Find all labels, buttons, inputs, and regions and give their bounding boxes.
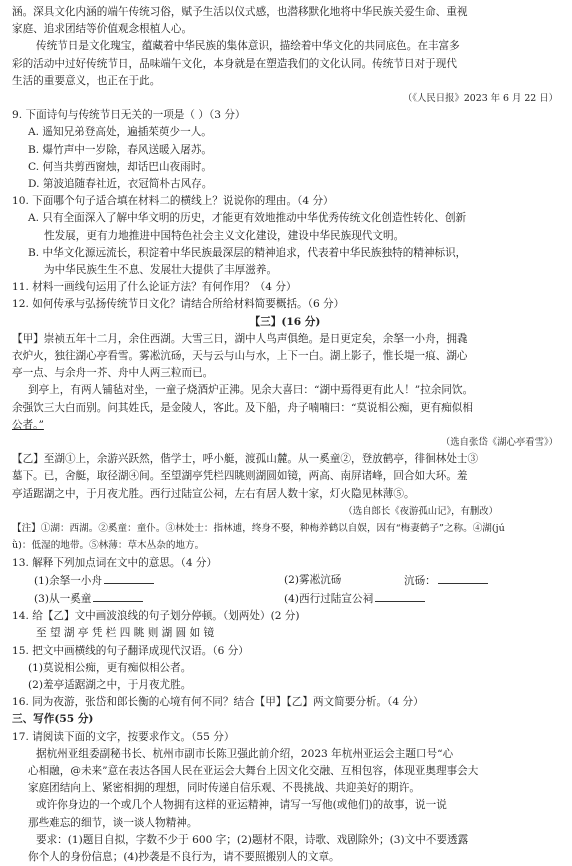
- passage-line: 家庭、追求团结等价值观念根植人心。: [12, 23, 193, 36]
- question-15: 15. 把文中画横线的句子翻译成现代汉语。（6 分）: [12, 644, 249, 657]
- writing-requirements: 你个人的身份信息；(4)抄袭是不良行为，请不要照搬别人的文章。: [28, 850, 340, 863]
- option-b: B. 爆竹声中一岁除，春风送暖入屠苏。: [28, 143, 213, 156]
- question-9: 9. 下面诗句与传统节日无关的一项是（ ）（3 分）: [12, 109, 246, 122]
- classical-text-jia: 到亭上，有两人铺毡对坐，一童子烧酒炉正沸。见余大喜曰：“湖中焉得更有此人！”拉余同饮。: [28, 384, 474, 397]
- writing-material: 心相融，@未来”意在表达各国人民在亚运会大舞台上因文化交融、互相包容，体现亚奥理事会大: [28, 764, 479, 777]
- question-13: 13. 解释下列加点词在文中的意思。（4 分）: [12, 556, 218, 569]
- section-heading: 【三】(16 分): [249, 315, 321, 328]
- q13-item: (2)雾凇沆砀: [284, 573, 342, 586]
- classical-text-jia: 余强饮三大白而别。问其姓氏，是金陵人，客此。及下船，舟子喃喃曰：“莫说相公痴，更有痴似相: [12, 401, 473, 414]
- q13-item: (1)余拏一小舟: [34, 572, 284, 590]
- answer-blank[interactable]: [93, 590, 143, 602]
- answer-blank[interactable]: [438, 572, 488, 584]
- writing-material: 据杭州亚组委副秘书长、杭州市副市长陈卫强此前介绍，2023 年杭州亚运会主题口号“心: [36, 747, 454, 760]
- source-citation: （选自张岱《湖心亭看雪》）: [440, 437, 558, 449]
- option-a: A. 只有全面深入了解中华文明的历史，才能更有效地推动中华优秀传统文化创造性转化、创新: [28, 212, 467, 225]
- classical-text-jia: 衣炉火，独往湖心亭看雪。雾凇沆砀，天与云与山与水，上下一白。湖上影子，惟长堤一痕、湖心: [12, 350, 468, 363]
- question-17: 17. 请阅读下面的文字，按要求作文。（55 分）: [12, 730, 235, 743]
- source-citation: （选自郎长《夜游孤山记》，有删改）: [343, 505, 498, 517]
- question-14: 14. 给【乙】文中画波浪线的句子划分停顿。（划两处）(2 分): [12, 610, 300, 623]
- answer-blank[interactable]: [104, 572, 154, 584]
- answer-blank[interactable]: [375, 590, 425, 602]
- option-d: D. 第波追随春社近，衣冠简朴古风存。: [28, 178, 213, 191]
- section-heading: 三、写作(55 分): [12, 713, 94, 726]
- passage-line: 彩的活动中过好传统节日，品味端午文化，本身就是在塑造我们的文化认同。传统节日对于现代: [12, 57, 457, 70]
- option-b-cont: 为中华民族生生不息、发展壮大提供了丰厚滋养。: [44, 264, 278, 277]
- q13-item: (3)从一奚童: [34, 590, 284, 608]
- classical-text-jia: 公者。”: [12, 418, 44, 431]
- passage-line: 生活的重要意义，也正在于此。: [12, 74, 161, 87]
- question-12: 12. 如何传承与弘扬传统节日文化？请结合所给材料简要概括。（6 分）: [12, 298, 345, 311]
- q15-item: (2)羞亭适踞湖之中，于月夜尤胜。: [28, 678, 192, 691]
- classical-text-jia: 亭一点、与余舟一芥、舟中人两三粒而已。: [12, 367, 214, 380]
- classical-text-yi: 亭适踞湖之中，于月夜尤胜。西行过陆宣公祠，左右有居人数十家，灯火隐见林薄⑤。: [12, 487, 415, 500]
- writing-requirements: 要求：(1)题目自拟，字数不少于 600 字；(2)题材不限，诗歌、戏剧除外；(3)文中不要透露: [36, 833, 469, 846]
- writing-material: 家庭团结向上、紧密相拥的理想，同时传递自信乐观、不畏挑战、共迎美好的期许。: [28, 782, 420, 795]
- classical-text-yi: 【乙】至湖①上，余游兴跃然，偕学士，呼小艇，渡孤山麓。从一奚童②，登放鹤亭，徘徊林处士③: [12, 453, 479, 466]
- question-11: 11. 材料一画线句运用了什么论证方法？有何作用？（4 分）: [12, 281, 297, 294]
- option-a-cont: 性发展，更有力地推进中国特色社会主义文化建设，建设中华民族现代文明。: [44, 229, 405, 242]
- writing-material: 那些难忘的细节，谈一谈人物精神。: [28, 816, 198, 829]
- passage-line: 传统节日是文化瑰宝，蕴藏着中华民族的集体意识，描绘着中华文化的共同底色。在丰富多: [36, 40, 460, 53]
- question-13-row: [12, 572, 558, 590]
- q14-sentence: 至 望 湖 亭 凭 栏 四 眺 则 湖 圆 如 镜: [36, 627, 215, 640]
- q15-item: (1)莫说相公痴，更有痴似相公者。: [28, 661, 192, 674]
- source-citation: （《人民日报》2023 年 6 月 22 日）: [402, 93, 558, 105]
- question-10: 10. 下面哪个句子适合填在材料二的横线上？说说你的理由。（4 分）: [12, 195, 334, 208]
- passage-line: 涵。深具文化内涵的端午传统习俗，赋予生活以仪式感，也潜移默化地将中华民族关爱生命、重视: [12, 6, 468, 18]
- option-c: C. 何当共剪西窗烛，却话巴山夜雨时。: [28, 160, 212, 173]
- option-a: A. 遥知兄弟登高处，遍插茱萸少一人。: [28, 126, 212, 139]
- q13-item: (4)西行过陆宣公祠: [284, 590, 425, 608]
- classical-text-yi: 墓下。已，舍艇，取径湖④间。至望湖亭凭栏四眺则湖圆如镜，两高、南屏诸峰，回合如大环。羞: [12, 470, 468, 483]
- classical-text-jia: 【甲】崇祯五年十二月，余住西湖。大雪三日，湖中人鸟声俱绝。是日更定矣，余拏一小舟，拥毳: [12, 332, 468, 345]
- writing-material: 或许你身边的一个或几个人物拥有这样的亚运精神，请写一写他(或他们)的故事，说一说: [36, 799, 447, 812]
- annotation-note: ǜ)：低湿的地带。⑤林薄：草木丛杂的地方。: [12, 540, 205, 552]
- question-13-row: [12, 590, 558, 608]
- question-16: 16. 同为夜游，张岱和郎长衡的心境有何不同？结合【甲】【乙】两文简要分析。（4 分）: [12, 696, 424, 709]
- q13-item: 沆砀：: [404, 572, 488, 590]
- annotation-note: 【注】①湖：西湖。②奚童：童仆。③林处士：指林逋，终身不娶，种梅养鹤以自娱，因有“梅妻鹤子”之称。④湖(jú: [12, 523, 505, 535]
- option-b: B. 中华文化源远流长，积淀着中华民族最深层的精神追求，代表着中华民族独特的精神标识，: [28, 246, 467, 259]
